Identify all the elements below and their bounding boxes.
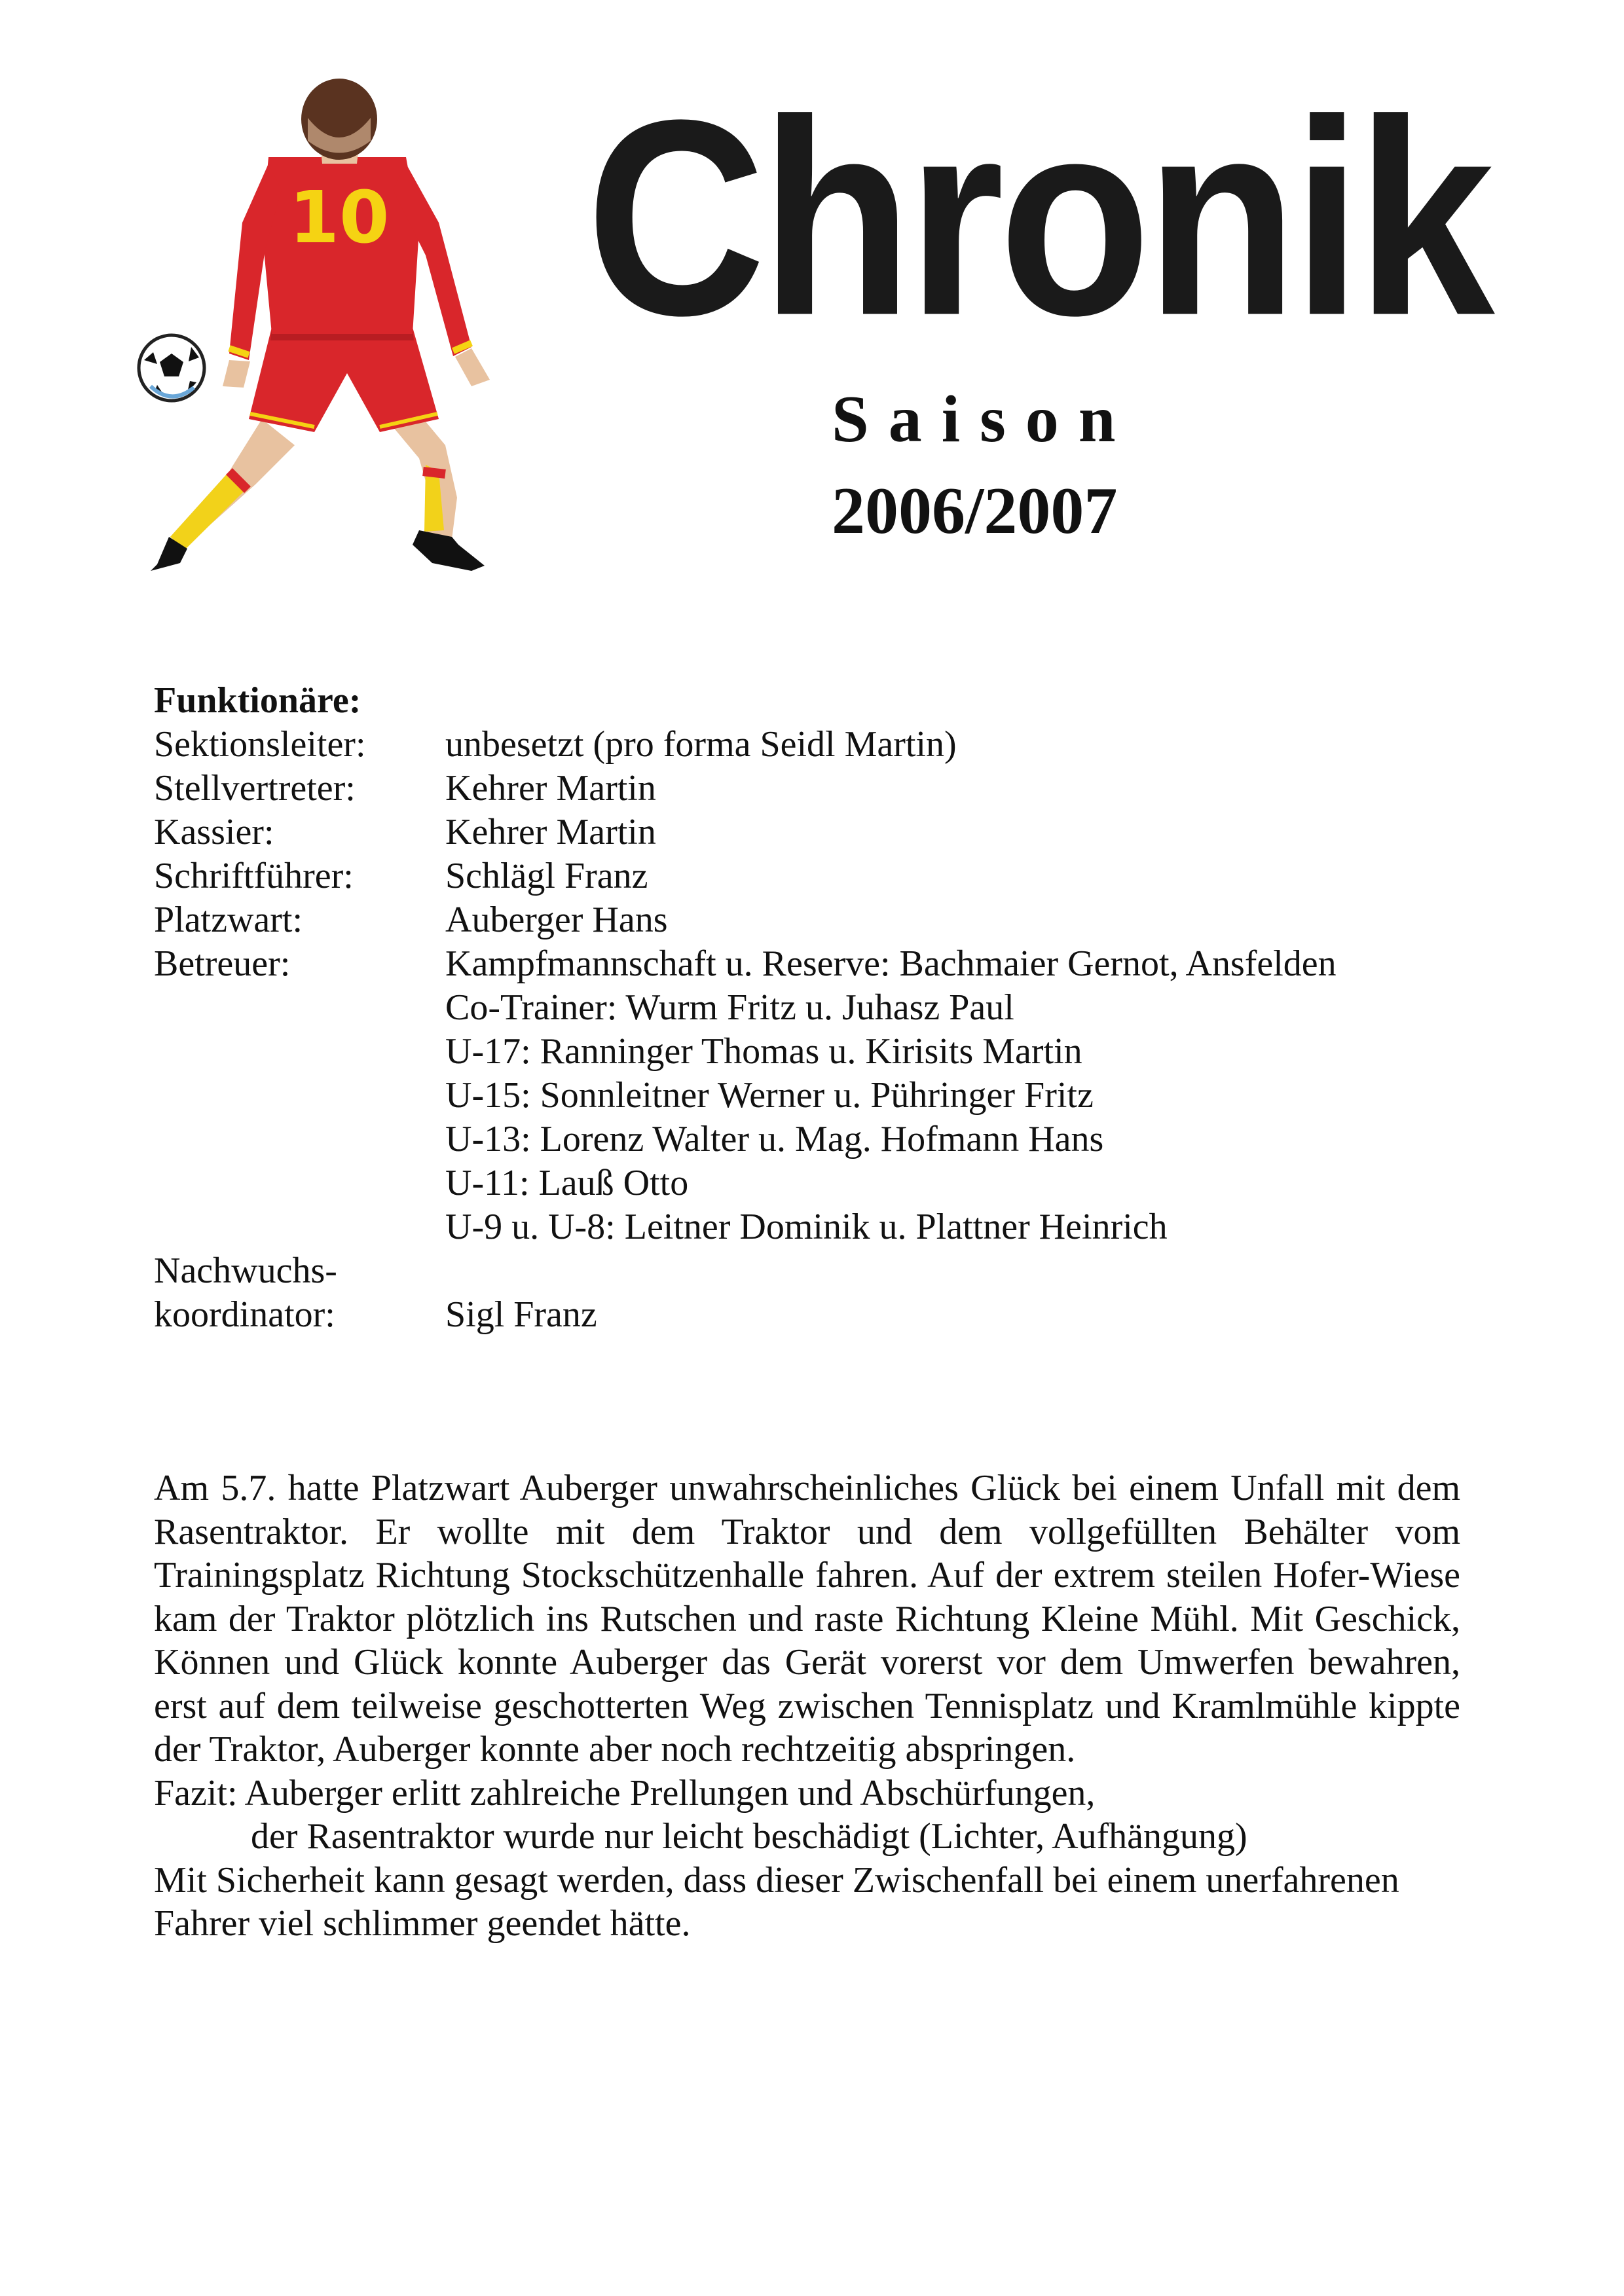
officials-section xyxy=(154,678,1529,1337)
season-label: Saison xyxy=(832,382,1135,456)
official-role: Kassier: xyxy=(154,812,274,852)
official-name: unbesetzt (pro forma Seidl Martin) xyxy=(445,724,957,765)
official-name: U-11: Lauß Otto xyxy=(445,1163,689,1203)
page-title: Chronik xyxy=(586,62,1490,374)
official-role: Platzwart: xyxy=(154,900,303,940)
official-role: koordinator: xyxy=(154,1294,335,1335)
jersey-number: 10 xyxy=(289,175,390,259)
incident-paragraph: Am 5.7. hatte Platzwart Auberger unwahrscheinliches Glück bei einem Unfall mit dem Rasentraktor. Er wollte mit dem Traktor und dem vollgefüllten Behälter vom Trainingsplatz Richtung Stockschützenhalle fahren. Auf der extrem steilen Hofer-Wiese kam der Traktor plötzlich ins Rutschen und raste Richtung Kleine Mühl. Mit Geschick, Können und Glück konnte Auberger das Gerät vorerst vor dem Umwerfen bewahren, erst auf dem teilweise geschotterten Weg zwischen Tennisplatz und Kramlmühle kippte der Traktor, Auberger konnte aber noch rechtzeitig abspringen. xyxy=(154,1468,1460,1770)
official-name: U-13: Lorenz Walter u. Mag. Hofmann Hans xyxy=(445,1119,1104,1159)
official-role: Schriftführer: xyxy=(154,856,354,896)
football-player-illustration xyxy=(131,79,550,589)
fazit-line: Fazit: Auberger erlitt zahlreiche Prellungen und Abschürfungen, xyxy=(154,1772,1096,1813)
closing-line: Fahrer viel schlimmer geendet hätte. xyxy=(154,1903,691,1944)
football-icon xyxy=(139,335,204,401)
official-row xyxy=(154,942,1529,1249)
official-name: Sigl Franz xyxy=(445,1294,597,1335)
official-name: Auberger Hans xyxy=(445,900,668,940)
official-name: Kehrer Martin xyxy=(445,812,656,852)
incident-report xyxy=(154,1467,1460,1946)
official-row xyxy=(154,1249,1529,1293)
official-row xyxy=(154,811,1529,854)
official-name: U-9 u. U-8: Leitner Dominik u. Plattner Heinrich xyxy=(445,1207,1168,1247)
official-name: U-15: Sonnleitner Werner u. Pühringer Fritz xyxy=(445,1075,1094,1116)
official-row xyxy=(154,898,1529,942)
official-name: Kampfmannschaft u. Reserve: Bachmaier Gernot, Ansfelden xyxy=(445,943,1337,984)
official-name: Schlägl Franz xyxy=(445,856,648,896)
official-role: Stellvertreter: xyxy=(154,768,356,809)
official-role: Betreuer: xyxy=(154,943,291,984)
official-name: Co-Trainer: Wurm Fritz u. Juhasz Paul xyxy=(445,987,1014,1028)
official-row xyxy=(154,723,1529,767)
official-name: U-17: Ranninger Thomas u. Kirisits Martin xyxy=(445,1031,1082,1072)
closing-line: Mit Sicherheit kann gesagt werden, dass dieser Zwischenfall bei einem unerfahrenen xyxy=(154,1859,1399,1901)
official-role: Nachwuchs- xyxy=(154,1250,337,1291)
official-name: Kehrer Martin xyxy=(445,768,656,809)
fazit-line: der Rasentraktor wurde nur leicht beschädigt (Lichter, Aufhängung) xyxy=(251,1816,1247,1857)
official-row xyxy=(154,767,1529,811)
officials-heading: Funktionäre: xyxy=(154,680,361,721)
official-name xyxy=(445,1249,1529,1293)
official-row xyxy=(154,1293,1529,1337)
official-role: Sektionsleiter: xyxy=(154,724,366,765)
season-years: 2006/2007 xyxy=(832,474,1118,548)
official-row xyxy=(154,854,1529,898)
